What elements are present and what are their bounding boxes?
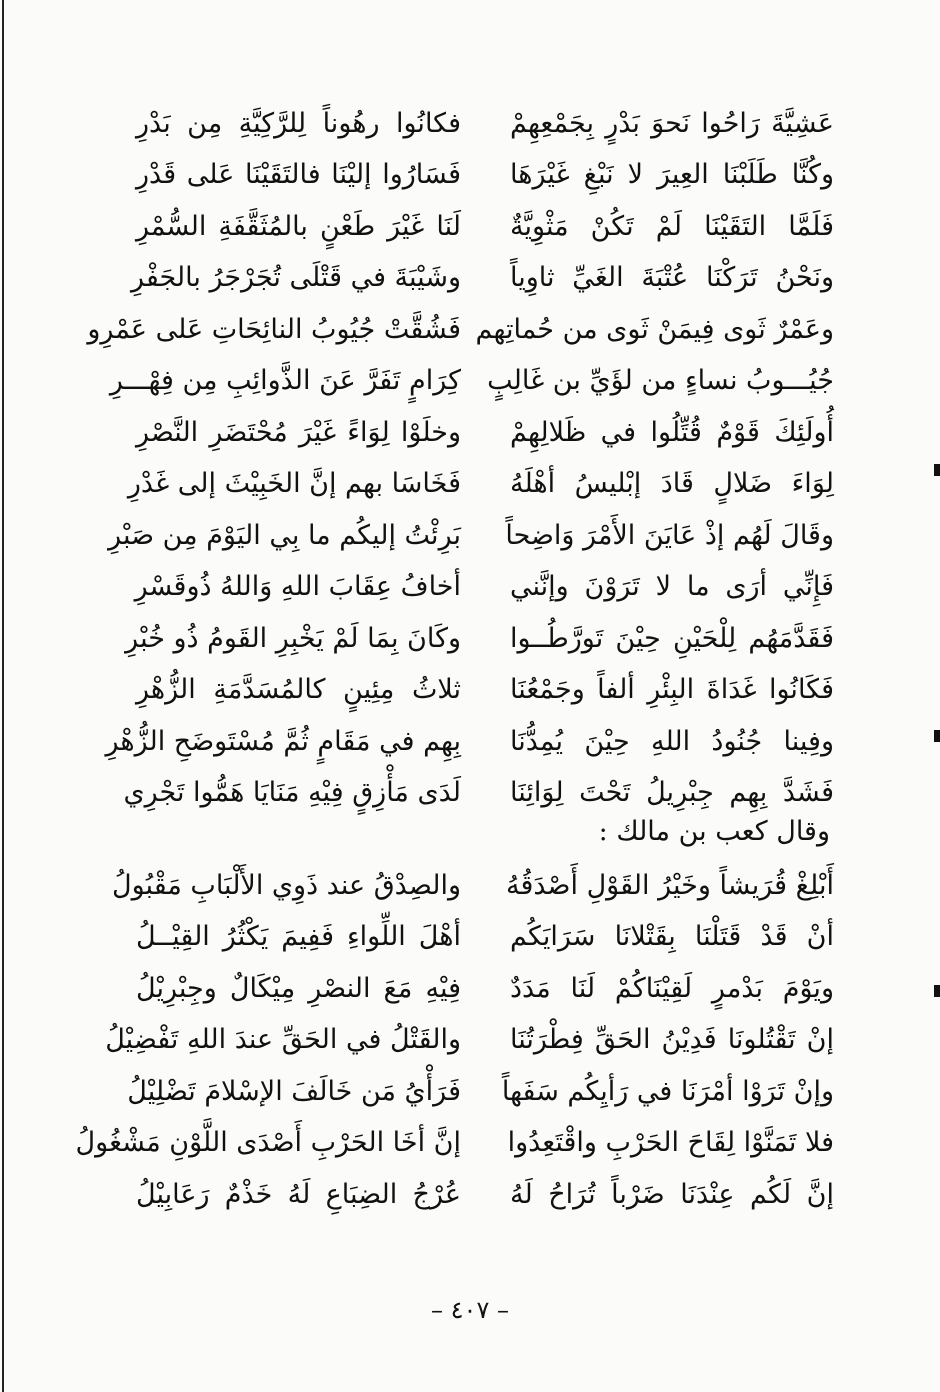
- first-hemistich: فَشَدَّ بِهِم جِبْرِيلُ تَحْتَ لِوَائِنَا: [510, 777, 834, 808]
- second-hemistich: لَنَا غَيْرَ طَعْنٍ بالمُثَقَّفَةِ السُّمْرِ: [136, 211, 461, 242]
- second-hemistich: فَشُقَّتْ جُيُوبُ النائِحَاتِ عَلى عَمْرِو: [87, 314, 461, 345]
- second-hemistich: وكَانَ بِمَا لَمْ يَخْبِرِ القَومُ ذُو خُبْرِ: [125, 623, 461, 654]
- first-hemistich: ويَوْمَ بَدْمرٍ لَقِيْنَاكُمْ لَنَا مَدَدٌ: [510, 973, 834, 1004]
- first-hemistich: أُولَئِكَ قَوْمٌ قُتِّلُوا في ظَلالِهِمْ: [510, 417, 834, 448]
- verse-line: [0, 254, 940, 302]
- first-hemistich: فَإِنِّي أرَى ما لا تَرَوْنَ وإنَّني: [510, 571, 834, 602]
- verse-line: [0, 357, 940, 405]
- verse-line: [0, 862, 940, 910]
- second-hemistich: فَرَأْيُ مَن خَالَفَ الإسْلامَ تَضْلِيْلُ: [127, 1076, 461, 1107]
- second-hemistich: فَخَاسَا بهم إنَّ الخَبِيْثَ إلى غَدْرِ: [127, 468, 461, 499]
- verse-line: [0, 718, 940, 766]
- verse-line: [0, 203, 940, 251]
- second-hemistich: أهْلَ اللِّواءِ فَفِيمَ يَكْثُرُ القِيْــلُ: [136, 921, 461, 952]
- second-hemistich: أخافُ عِقَابَ اللهِ وَاللهُ ذُوقَسْرِ: [134, 571, 461, 602]
- second-hemistich: ثلاثُ مِئِينٍ كالمُسَدَّمَةِ الزُّهْرِ: [136, 674, 461, 705]
- first-hemistich: فلا تَمَنَّوْا لِقَاحَ الحَرْبِ واقْتَعِدُوا: [507, 1127, 834, 1158]
- verse-line: [0, 1171, 940, 1219]
- first-hemistich: وقَالَ لَهُم إذْ عَايَنَ الأَمْرَ وَاضِحاً: [505, 520, 834, 551]
- verse-line: [0, 512, 940, 560]
- second-hemistich: فَسَارُوا إليْنَا فالتَقَيْنَا عَلى قَدْرِ: [136, 159, 461, 190]
- verse-line: [0, 306, 940, 354]
- first-hemistich: ونَحْنُ تَرَكْنَا عُتْبَةَ الغَيِّ ثاوِياً: [510, 262, 834, 293]
- first-hemistich: عَشِيَّةَ رَاحُوا نَحوَ بَدْرٍ بِجَمْعِهِمْ: [510, 108, 834, 139]
- first-hemistich: إنْ تَقْتُلونَا فَدِيْنُ الحَقِّ فِطْرَتُنَا: [510, 1024, 834, 1055]
- page-number: – ٤٠٧ –: [431, 1296, 509, 1324]
- first-hemistich: وكُنَّا طَلَبْنَا العِيرَ لا نَبْغِ غَيْرَهَا: [510, 159, 834, 190]
- verse-line: [0, 409, 940, 457]
- poem-intro: وقال كعب بن مالك :: [598, 816, 830, 847]
- second-hemistich: والقَتْلُ في الحَقِّ عندَ اللهِ تَفْضِيْلُ: [105, 1024, 461, 1055]
- verse-line: [0, 1068, 940, 1116]
- second-hemistich: فكانُوا رهُوناً لِلرَّكِيَّةِ مِن بَدْرِ: [136, 108, 461, 139]
- verse-line: [0, 460, 940, 508]
- second-hemistich: فِيْهِ مَعَ النصْرِ مِيْكَالٌ وجِبْرِيْلُ: [136, 973, 461, 1004]
- first-hemistich: فَلَمَّا التَقَيْنَا لَمْ تَكُنْ مَثْوِيَّةٌ: [510, 211, 834, 242]
- second-hemistich: عُرْجُ الضِبَاعِ لَهُ خَذْمٌ رَعَابِيْلُ: [136, 1179, 461, 1210]
- first-hemistich: لِوَاءَ ضَلالٍ قَادَ إبْليسُ أهْلَهُ: [510, 468, 834, 499]
- verse-line: [0, 1119, 940, 1167]
- second-hemistich: لَدَى مَأْزِقٍ فِيْهِ مَنَايَا هَمُّوا تَجْرِي: [123, 777, 461, 808]
- verse-line: [0, 666, 940, 714]
- first-hemistich: فَكَانُوا غَدَاةَ البِئْرِ ألفاً وجَمْعُنَا: [510, 674, 834, 705]
- verse-line: [0, 913, 940, 961]
- first-hemistich: وعَمْرٌ ثَوى فِيمَنْ ثَوى من حُماتِهم: [475, 314, 834, 345]
- second-hemistich: والصِدْقُ عند ذَوِي الأَلْبَابِ مَقْبُولُ: [111, 870, 461, 901]
- first-hemistich: وإنْ تَرَوْا أمْرَنَا في رَأيِكُم سَفَهاً: [501, 1076, 834, 1107]
- first-hemistich: إنَّ لَكُم عِنْدَنَا ضَرْباً تُرَاحُ لَهُ: [510, 1179, 834, 1210]
- second-hemistich: إنَّ أخَا الحَرْبِ أَصْدَى اللَّوْنِ مَشْغُولُ: [75, 1127, 461, 1158]
- verse-line: [0, 151, 940, 199]
- verse-line: [0, 1016, 940, 1064]
- verse-line: [0, 563, 940, 611]
- second-hemistich: بَرِئْتُ إليكُم ما بِي اليَوْمَ مِن صَبْرِ: [108, 520, 461, 551]
- first-hemistich: أنْ قَدْ قَتَلْنَا بِقَتْلانَا سَرَايَكُم: [510, 921, 834, 952]
- first-hemistich: فَقَدَّمَهُم لِلْحَيْنِ حِيْنَ تَورَّطُــوا: [510, 623, 834, 654]
- verse-line: [0, 615, 940, 663]
- first-hemistich: وفِينا جُنُودُ اللهِ حِيْنَ يُمِدُّنَا: [510, 726, 834, 757]
- second-hemistich: كِرَامٍ تَفَرَّ عَنَ الذَّوائِبِ مِن فِهْـــرِ: [109, 365, 461, 396]
- verse-line: [0, 100, 940, 148]
- verse-line: [0, 965, 940, 1013]
- second-hemistich: وشَيْبَةَ في قَتْلَى تُجَرْجَرُ بالجَفْرِ: [130, 262, 461, 293]
- second-hemistich: بِهِم في مَقَامٍ ثُمَّ مُسْتَوضَحِ الزُّهْرِ: [105, 726, 461, 757]
- first-hemistich: أَبْلِغْ قُرَيشاً وخَيْرُ القَوْلِ أَصْدَقُهُ: [506, 870, 834, 901]
- second-hemistich: وخلَوْا لِوَاءً غَيْرَ مُحْتَضَرِ النَّصْرِ: [136, 417, 461, 448]
- first-hemistich: جُيُـــوبُ نساءٍ من لؤَيِّ بن غَالِبٍ: [487, 365, 834, 396]
